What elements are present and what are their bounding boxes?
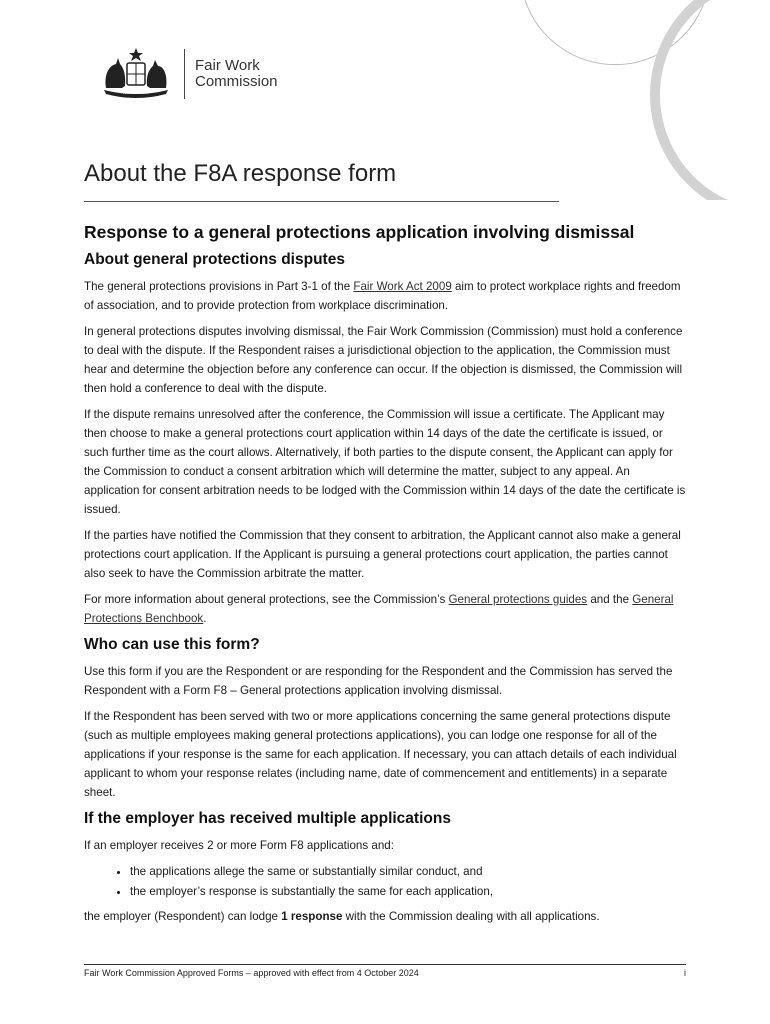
logo-divider <box>184 49 185 99</box>
list-item: • the applications allege the same or substantially similar conduct, and <box>130 862 686 882</box>
thick-arc <box>655 0 770 200</box>
page-title: About the F8A response form <box>84 160 397 187</box>
list-item: • the employer’s response is substantially the same for each application, <box>130 882 686 902</box>
about-paragraph-2: In general protections disputes involving dismissal, the Fair Work Commission (Commission) must hold a conference to deal with the dispute. If the Respondent raises a jurisdictional objection to the application, the Commission must hear and determine the objection before any conference can occur. If the objection is dismissed, the Commission will then hold a conference to deal with the dispute. <box>84 325 683 395</box>
page-number: i <box>684 968 686 978</box>
one-response-emphasis: 1 response <box>281 910 343 923</box>
coat-of-arms-icon <box>98 46 174 102</box>
multiple-intro: If an employer receives 2 or more Form F8 applications and: <box>84 839 394 852</box>
multiple-closing: the employer (Respondent) can lodge 1 response with the Commission dealing with all applications. <box>84 910 600 923</box>
title-divider <box>84 201 559 202</box>
about-paragraph-3: If the dispute remains unresolved after the conference, the Commission will issue a certificate. The Applicant may then choose to make a general protections court application within 14 days of the date the certificate is issued, or such further time as the court allows. Alternatively, if both parties to the dispute consent, the Applicant can apply for the Commission to conduct a consent arbitration which will determine the matter, subject to any appeal. An application for consent arbitration needs to be lodged with the Commission within 14 days of the date the certificate is issued. <box>84 408 686 516</box>
fair-work-act-link[interactable]: Fair Work Act 2009 <box>353 280 452 293</box>
logo-line-2: Commission <box>195 73 278 90</box>
logo-wordmark <box>195 58 278 90</box>
main-heading: Response to a general protections application involving dismissal <box>84 222 635 242</box>
about-paragraph-4: If the parties have notified the Commission that they consent to arbitration, the Applicant cannot also make a general protections court application. If the Applicant is pursuing a general protections court application, the parties cannot also seek to have the Commission arbitrate the matter. <box>84 529 681 580</box>
logo-line-1: Fair Work <box>195 57 260 74</box>
document-body <box>84 218 686 933</box>
footer-divider <box>84 964 686 965</box>
about-heading: About general protections disputes <box>84 251 345 268</box>
page-footer <box>84 968 686 978</box>
about-paragraph-1: The general protections provisions in Part 3-1 of the Fair Work Act 2009 aim to protect workplace rights and freedom of association, and to provide protection from workplace discrimination. <box>84 280 681 312</box>
fair-work-commission-logo <box>98 46 278 102</box>
who-paragraph-1: Use this form if you are the Respondent or are responding for the Respondent and the Commission has served the Respondent with a Form F8 – General protections application involving dismissal. <box>84 665 673 697</box>
general-protections-benchbook-link[interactable]: General Protections Benchbook <box>84 593 674 625</box>
who-paragraph-2: If the Respondent has been served with two or more applications concerning the same general protections dispute (such as multiple employees making general protections applications), you can lodge one response for all of the applications if your response is the same for each application. If necessary, you can attach details of each individual applicant to whom your response relates (including name, date of commencement and entitlements) in a separate sheet. <box>84 710 677 799</box>
multiple-heading: If the employer has received multiple applications <box>84 810 451 827</box>
general-protections-guides-link[interactable]: General protections guides <box>448 593 588 606</box>
footer-text: Fair Work Commission Approved Forms – approved with effect from 4 October 2024 <box>84 968 419 978</box>
svg-text:AUSTRALIA: AUSTRALIA <box>123 90 149 95</box>
who-heading: Who can use this form? <box>84 636 260 653</box>
multiple-bullet-list <box>84 862 686 901</box>
about-paragraph-5: For more information about general protections, see the Commission’s General protections guides and the General Protections Benchbook. <box>84 593 674 625</box>
